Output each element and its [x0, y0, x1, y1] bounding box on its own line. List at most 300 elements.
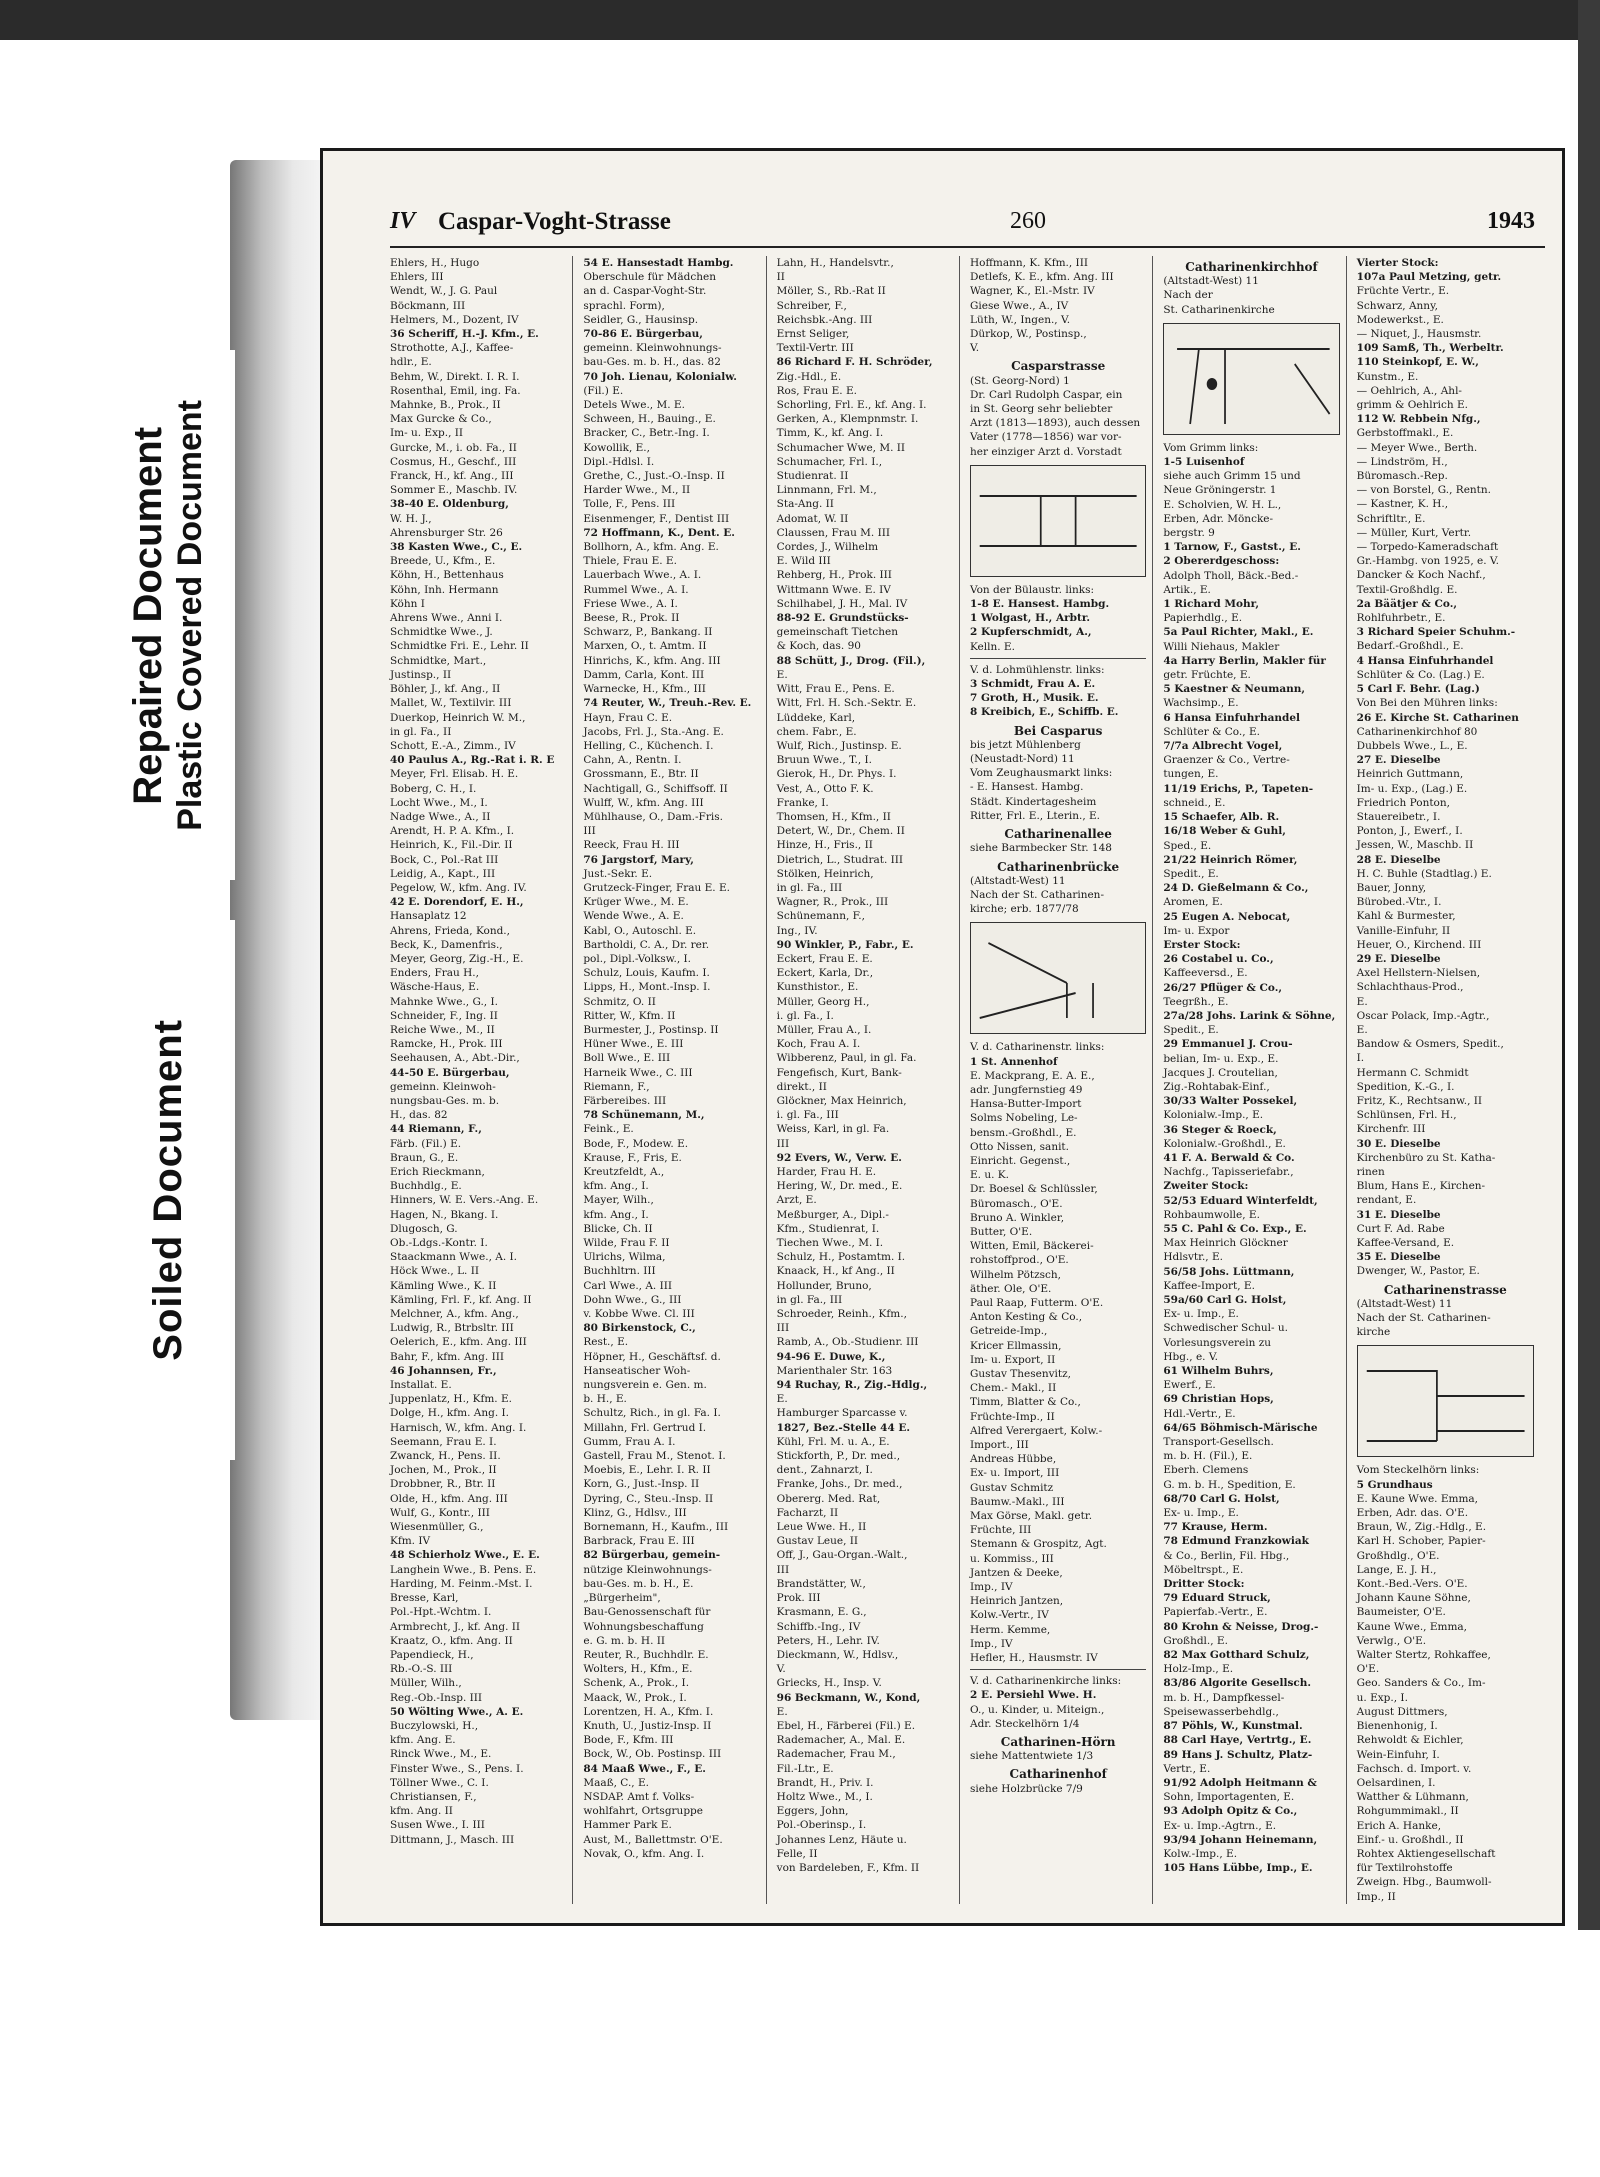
- directory-entry: Rademacher, A., Mal. E.: [776, 1734, 906, 1747]
- directory-entry: 59a/60 Carl G. Holst,: [1163, 1294, 1287, 1306]
- directory-entry: Rohtex Aktiengesellschaft: [1356, 1847, 1496, 1860]
- directory-entry: Breede, U., Kfm., E.: [390, 555, 496, 568]
- directory-entry: Behm, W., Direkt. I. R. I.: [390, 370, 520, 383]
- directory-entry: Franck, H., kf. Ang., III: [390, 470, 514, 483]
- directory-entry: Max Görse, Makl. getr.: [969, 1510, 1093, 1523]
- directory-entry: Griecks, H., Insp. V.: [776, 1677, 882, 1690]
- directory-entry: Arendt, H. P. A. Kfm., I.: [390, 825, 515, 838]
- page-header: [390, 208, 1545, 248]
- directory-entry: Ritter, Frl. E., Lterin., E.: [969, 809, 1101, 822]
- directory-entry: Hanseatischer Woh-: [583, 1364, 691, 1377]
- directory-entry: Kämling, Frl. F., kf. Ang. II: [390, 1293, 532, 1306]
- directory-entry: 16/18 Weber & Guhl,: [1163, 825, 1286, 838]
- directory-entry: Schneider, F., Ing. II: [390, 1009, 498, 1022]
- directory-entry: Papendieck, H.,: [390, 1648, 474, 1661]
- directory-entry: Schorling, Frl. E., kf. Ang. I.: [776, 399, 927, 412]
- directory-entry: für Textilrohstoffe: [1356, 1862, 1453, 1875]
- directory-entry: Mahnke Wwe., G., I.: [390, 995, 498, 1008]
- directory-entry: (Altstadt-West) 11: [1356, 1297, 1453, 1310]
- directory-entry: Jacobs, Frl. J., Sta.-Ang. E.: [583, 725, 724, 738]
- directory-entry: 82 Bürgerbau, gemein-: [583, 1549, 721, 1562]
- directory-entry: - E. Hansest. Hambg.: [969, 781, 1084, 794]
- directory-entry: Witt, Frau E., Pens. E.: [776, 683, 895, 696]
- directory-entry: Bruno A. Winkler,: [969, 1211, 1065, 1224]
- directory-entry: Zweiter Stock:: [1163, 1180, 1249, 1193]
- directory-entry: i. gl. Fa., III: [776, 1109, 839, 1122]
- directory-entry: Bracker, C., Betr.-Ing. I.: [583, 427, 710, 440]
- directory-entry: Kämling Wwe., K. II: [390, 1279, 497, 1292]
- directory-entry: Hüner Wwe., E. III: [583, 1038, 684, 1051]
- directory-entry: Kabl, O., Autoschl. E.: [583, 924, 697, 937]
- directory-entry: Beck, K., Damenfris.,: [390, 938, 503, 951]
- directory-entry: Rohbaumwolle, E.: [1163, 1208, 1260, 1221]
- directory-entry: Schlachthaus-Prod.,: [1356, 981, 1464, 994]
- directory-entry: Hansa-Butter-Import: [969, 1098, 1082, 1111]
- directory-entry: Stölken, Heinrich,: [776, 867, 874, 880]
- directory-entry: 107a Paul Metzing, getr.: [1356, 271, 1502, 284]
- directory-entry: Zwanck, H., Pens. II.: [390, 1450, 501, 1463]
- directory-entry: Jantzen & Deeke,: [969, 1566, 1063, 1579]
- directory-entry: Böhler, J., kf. Ang., II: [390, 683, 501, 696]
- book-binding: [230, 160, 320, 1720]
- directory-entry: siehe Barmbecker Str. 148: [969, 842, 1112, 855]
- directory-entry: Früchte-Imp., II: [969, 1410, 1055, 1423]
- directory-entry: Großhdl., E.: [1163, 1634, 1228, 1647]
- directory-entry: Kolw.-Vertr., IV: [969, 1609, 1049, 1622]
- directory-entry: H., das. 82: [390, 1109, 448, 1122]
- directory-entry: 105 Hans Lübbe, Imp., E.: [1163, 1862, 1313, 1875]
- directory-entry: Langhein Wwe., B. Pens. E.: [390, 1563, 537, 1576]
- directory-entry: Von Bei den Mühren links:: [1356, 697, 1498, 710]
- directory-entry: Teegrßh., E.: [1163, 995, 1229, 1008]
- directory-entry: Cahn, A., Rentn. I.: [583, 754, 682, 767]
- directory-entry: Juppenlatz, H., Kfm. E.: [390, 1393, 512, 1406]
- directory-entry: Schott, E.-A., Zimm., IV: [390, 739, 516, 752]
- directory-entry: Ahrensburger Str. 26: [390, 526, 503, 539]
- directory-entry: Büromasch., O'E.: [969, 1197, 1063, 1210]
- street-heading: Catharinenallee: [1004, 827, 1112, 842]
- directory-entry: Willi Niehaus, Makler: [1163, 640, 1280, 653]
- directory-entry: Möbeltrspt., E.: [1163, 1563, 1244, 1576]
- directory-entry: Hamburger Sparcasse v.: [776, 1407, 908, 1420]
- directory-entry: Detels Wwe., M. E.: [583, 399, 685, 412]
- directory-entry: Enders, Frau H.,: [390, 967, 479, 980]
- directory-entry: nungsverein e. Gen. m.: [583, 1379, 707, 1392]
- directory-entry: Cosmus, H., Geschf., III: [390, 455, 517, 468]
- directory-entry: Papierhdlg., E.: [1163, 612, 1243, 625]
- directory-entry: Einricht. Gegenst.,: [969, 1154, 1071, 1167]
- directory-entry: III: [776, 1563, 790, 1576]
- directory-entry: kirche: [1356, 1326, 1391, 1339]
- street-heading: Catharinenstrasse: [1383, 1282, 1507, 1297]
- directory-entry: Großhdlg., O'E.: [1356, 1549, 1440, 1562]
- directory-entry: Schultz, Rich., in gl. Fa. I.: [583, 1407, 721, 1420]
- directory-entry: Linnmann, Frl. M.,: [776, 484, 877, 497]
- directory-entry: Geo. Sanders & Co., Im-: [1356, 1677, 1486, 1690]
- directory-entry: Blum, Hans E., Kirchen-: [1356, 1180, 1486, 1193]
- directory-entry: Ex- u. Imp.-Agtrn., E.: [1163, 1819, 1277, 1832]
- directory-entry: Hinze, H., Fris., II: [776, 839, 873, 852]
- directory-entry: 5 Carl F. Behr. (Lag.): [1356, 683, 1480, 696]
- directory-entry: 41 F. A. Berwald & Co.: [1163, 1151, 1295, 1164]
- directory-entry: Felle, II: [776, 1847, 818, 1860]
- directory-entry: Gerbstoffmakl., E.: [1356, 427, 1454, 440]
- directory-entry: Weiss, Karl, in gl. Fa.: [776, 1123, 890, 1136]
- directory-entry: V.: [776, 1663, 786, 1676]
- directory-entry: III: [776, 1322, 790, 1335]
- directory-entry: Oelerich, E., kfm. Ang. III: [390, 1336, 527, 1349]
- page-title: Caspar-Voght-Strasse: [438, 208, 671, 235]
- directory-entry: Kaffee-Import, E.: [1163, 1279, 1255, 1292]
- directory-entry: Wolters, H., Kfm., E.: [583, 1663, 693, 1676]
- directory-entry: Dittmann, J., Masch. III: [390, 1833, 515, 1846]
- directory-entry: Imp., II: [1356, 1890, 1396, 1903]
- directory-entry: Vierter Stock:: [1356, 257, 1439, 269]
- directory-entry: Meyer, Georg, Zig.-H., E.: [390, 952, 524, 965]
- directory-entry: Rest., E.: [583, 1336, 629, 1349]
- directory-entry: Dubbels Wwe., L., E.: [1356, 739, 1468, 752]
- directory-entry: 1 Tarnow, F., Gastst., E.: [1163, 541, 1301, 554]
- directory-entry: Heinrich Jantzen,: [969, 1595, 1064, 1608]
- directory-entry: Ritter, W., Kfm. II: [583, 1009, 676, 1022]
- directory-entry: — von Borstel, G., Rentn.: [1356, 484, 1491, 497]
- directory-entry: Schumacher Wwe, M. II: [776, 441, 906, 454]
- directory-entry: Ex- u. Import, III: [969, 1467, 1060, 1480]
- directory-entry: Tolle, F., Pens. III: [583, 498, 676, 511]
- directory-entry: Bock, W., Ob. Postinsp. III: [583, 1748, 722, 1761]
- directory-entry: Ahrens, Frieda, Kond.,: [390, 924, 510, 937]
- directory-entry: rinen: [1356, 1166, 1385, 1178]
- directory-entry: 55 C. Pahl & Co. Exp., E.: [1163, 1222, 1307, 1235]
- directory-entry: 70 Joh. Lienau, Kolonialw.: [583, 370, 737, 383]
- directory-entry: Buczylowski, H.,: [390, 1719, 479, 1732]
- directory-entry: Wittmann Wwe. E. IV: [776, 583, 891, 596]
- directory-entry: Strothotte, A.J., Kaffee-: [390, 342, 514, 355]
- directory-entry: Peters, H., Lehr. IV.: [776, 1634, 880, 1647]
- directory-entry: 31 E. Dieselbe: [1356, 1208, 1441, 1221]
- directory-entry: E.: [1356, 1023, 1368, 1036]
- street-map: [1357, 1345, 1534, 1457]
- directory-entry: Kelln. E.: [969, 640, 1015, 653]
- directory-entry: pol., Dipl.-Volksw., I.: [583, 952, 692, 965]
- directory-entry: Detert, W., Dr., Chem. II: [776, 825, 905, 838]
- directory-entry: Dyring, C., Steu.-Insp. II: [583, 1492, 714, 1505]
- directory-entry: — Kastner, K. H.,: [1356, 498, 1449, 511]
- directory-entry: Dwenger, W., Pastor, E.: [1356, 1265, 1480, 1278]
- directory-entry: 15 Schaefer, Alb. R.: [1163, 811, 1280, 824]
- directory-entry: Hinrichs, K., kfm. Ang. III: [583, 654, 721, 667]
- directory-entry: 25 Eugen A. Nebocat,: [1163, 910, 1291, 923]
- directory-entry: Im- u. Exp., (Lag.) E.: [1356, 782, 1468, 795]
- directory-entry: Nadge Wwe., A., II: [390, 810, 491, 823]
- directory-entry: Reeck, Frau H. III: [583, 839, 680, 852]
- directory-entry: Früchte, III: [969, 1524, 1032, 1537]
- directory-entry: Kühl, Frl. M. u. A., E.: [776, 1435, 890, 1448]
- directory-entry: Vom Zeughausmarkt links:: [969, 767, 1113, 780]
- directory-entry: 1-8 E. Hansest. Hambg.: [969, 598, 1110, 611]
- directory-entry: Fritz, K., Rechtsanw., II: [1356, 1094, 1483, 1107]
- directory-entry: wohlfahrt, Ortsgruppe: [583, 1805, 703, 1818]
- directory-entry: Dolge, H., kfm. Ang. I.: [390, 1407, 509, 1420]
- directory-entry: Hagen, N., Bkang. I.: [390, 1208, 499, 1221]
- directory-entry: Vater (1778—1856) war vor-: [969, 431, 1122, 444]
- directory-entry: Maaß, C., E.: [583, 1776, 649, 1789]
- directory-entry: Curt F. Ad. Rabe: [1356, 1222, 1445, 1235]
- directory-entry: Meßburger, A., Dipl.-: [776, 1208, 889, 1221]
- directory-entry: Rademacher, Frau M.,: [776, 1748, 896, 1761]
- directory-entry: 26/27 Pflüger & Co.,: [1163, 981, 1283, 994]
- directory-entry: Karl H. Schober, Papier-: [1356, 1535, 1486, 1548]
- directory-entry: bau-Ges. m. b. H., das. 82: [583, 356, 721, 369]
- directory-entry: Watther & Lühmann,: [1356, 1791, 1469, 1804]
- directory-entry: Wulff, W., kfm. Ang. III: [583, 796, 704, 809]
- directory-entry: 109 Samß, Th., Werbeltr.: [1356, 342, 1504, 355]
- directory-entry: 50 Wölting Wwe., A. E.: [390, 1705, 524, 1718]
- directory-entry: Schenk, A., Prok., I.: [583, 1677, 690, 1690]
- directory-entry: Jochen, M., Prok., II: [390, 1464, 497, 1477]
- directory-entry: Färb. (Fil.) E.: [390, 1137, 462, 1150]
- directory-entry: Höpner, H., Geschäftsf. d.: [583, 1350, 721, 1363]
- directory-entry: Gustav Thesenvitz,: [969, 1367, 1071, 1380]
- directory-entry: O'E.: [1356, 1663, 1380, 1676]
- directory-entry: 61 Wilhelm Buhrs,: [1163, 1365, 1274, 1378]
- directory-entry: 38 Kasten Wwe., C., E.: [390, 541, 523, 554]
- directory-entry: Installat. E.: [390, 1379, 452, 1392]
- directory-entry: E.: [776, 668, 788, 681]
- directory-entry: Nach der: [1163, 289, 1213, 302]
- directory-entry: Otto Nissen, sanit.: [969, 1140, 1069, 1153]
- directory-entry: Novak, O., kfm. Ang. I.: [583, 1847, 705, 1860]
- directory-entry: Herm. Kemme,: [969, 1623, 1051, 1636]
- directory-entry: b. H., E.: [583, 1393, 627, 1406]
- columns-container: [390, 256, 1540, 1903]
- directory-entry: 44 Riemann, F.,: [390, 1123, 482, 1136]
- directory-entry: Lorentzen, H. A., Kfm. I.: [583, 1705, 714, 1718]
- directory-entry: — Meyer Wwe., Berth.: [1356, 441, 1478, 454]
- directory-entry: 70-86 E. Bürgerbau,: [583, 328, 703, 341]
- directory-entry: Hinners, W. E. Vers.-Ang. E.: [390, 1194, 539, 1207]
- directory-entry: i. gl. Fa., I.: [776, 1009, 834, 1022]
- street-heading: Casparstrasse: [1011, 359, 1106, 374]
- directory-entry: Kirchenfr. III: [1356, 1123, 1426, 1136]
- directory-entry: Walter Stertz, Rohkaffee,: [1356, 1649, 1491, 1662]
- directory-entry: Harding, M. Feinm.-Mst. I.: [390, 1577, 533, 1590]
- directory-entry: 52/53 Eduard Winterfeldt,: [1163, 1194, 1318, 1207]
- directory-entry: Cordes, J., Wilhelm: [776, 541, 879, 554]
- directory-entry: 78 Schünemann, M.,: [583, 1109, 705, 1122]
- directory-entry: Hermann C. Schmidt: [1356, 1066, 1469, 1079]
- directory-entry: Eckert, Karla, Dr.,: [776, 967, 874, 980]
- directory-entry: 5 Kaestner & Neumann,: [1163, 683, 1306, 696]
- directory-entry: Eggers, John,: [776, 1805, 849, 1818]
- directory-entry: Lüth, W., Ingen., V.: [969, 313, 1071, 326]
- directory-entry: — Torpedo-Kameradschaft: [1356, 541, 1499, 554]
- directory-entry: Ramcke, H., Prok. III: [390, 1038, 503, 1051]
- directory-entry: Studienrat. II: [776, 470, 849, 483]
- directory-entry: V. d. Catharinenstr. links:: [969, 1041, 1105, 1054]
- directory-entry: Harder, Frau H. E.: [776, 1166, 877, 1178]
- soiled-label: [100, 920, 235, 1460]
- directory-entry: 2 E. Persiehl Wwe. H.: [969, 1689, 1097, 1702]
- directory-entry: Im- u. Export, II: [969, 1353, 1056, 1366]
- directory-entry: 64/65 Böhmisch-Märische: [1163, 1421, 1318, 1434]
- directory-entry: 83/86 Algorite Gesellsch.: [1163, 1677, 1312, 1690]
- directory-entry: 11/19 Erichs, P., Tapeten-: [1163, 782, 1314, 795]
- directory-entry: Hoffmann, K. Kfm., III: [969, 257, 1089, 269]
- directory-entry: Gr.-Hambg. von 1925, e. V.: [1356, 555, 1500, 568]
- directory-entry: Lüddeke, Karl,: [776, 711, 856, 724]
- directory-entry: 27a/28 Johs. Larink & Söhne,: [1163, 1009, 1336, 1022]
- directory-entry: in St. Georg sehr beliebter: [969, 403, 1113, 416]
- directory-entry: Eberh. Clemens: [1163, 1464, 1249, 1477]
- directory-entry: Färbereibes. III: [583, 1094, 667, 1107]
- directory-entry: Wulf, G., Kontr., III: [390, 1506, 490, 1519]
- directory-entry: 3 Schmidt, Frau A. E.: [969, 678, 1096, 691]
- directory-entry: Hammer Park E.: [583, 1819, 672, 1832]
- directory-entry: Knuth, U., Justiz-Insp. II: [583, 1719, 712, 1732]
- directory-entry: Erich A. Hanke,: [1356, 1819, 1442, 1832]
- directory-entry: Hering, W., Dr. med., E.: [776, 1180, 903, 1193]
- directory-entry: Kolonialw.-Imp., E.: [1163, 1109, 1264, 1122]
- directory-entry: 28 E. Dieselbe: [1356, 853, 1441, 866]
- directory-entry: siehe Mattentwiete 1/3: [969, 1750, 1094, 1763]
- directory-entry: 8 Kreibich, E., Schiffb. E.: [969, 706, 1119, 719]
- directory-entry: 87 Pöhls, W., Kunstmal.: [1163, 1720, 1303, 1733]
- directory-entry: Bock, C., Pol.-Rat III: [390, 853, 499, 866]
- directory-entry: Damm, Carla, Kont. III: [583, 668, 705, 681]
- directory-entry: (St. Georg-Nord) 1: [969, 374, 1070, 387]
- directory-entry: her einziger Arzt d. Vorstadt: [969, 445, 1122, 458]
- directory-entry: Finster Wwe., S., Pens. I.: [390, 1762, 524, 1775]
- directory-entry: Reiche Wwe., M., II: [390, 1023, 495, 1036]
- section-divider: [970, 658, 1146, 659]
- directory-entry: 29 E. Dieselbe: [1356, 952, 1441, 965]
- directory-entry: Gierok, H., Dr. Phys. I.: [776, 768, 897, 781]
- directory-entry: Moebis, E., Lehr. I. R. II: [583, 1464, 711, 1477]
- directory-entry: gemeinschaft Tietchen: [776, 626, 899, 639]
- directory-entry: Holz-Imp., E.: [1163, 1663, 1234, 1676]
- directory-entry: Dr. Boesel & Schlüssler,: [969, 1183, 1098, 1196]
- directory-entry: V.: [969, 342, 980, 355]
- repaired-label: [100, 350, 235, 880]
- directory-entry: 68/70 Carl G. Holst,: [1163, 1492, 1280, 1505]
- directory-entry: Wachsimp., E.: [1163, 697, 1239, 710]
- directory-entry: Maack, W., Prok., I.: [583, 1691, 687, 1704]
- directory-entry: Kricer Ellmassin,: [969, 1339, 1062, 1352]
- directory-entry: Rosenthal, Emil, ing. Fa.: [390, 384, 521, 397]
- directory-entry: G. m. b. H., Spedition, E.: [1163, 1478, 1296, 1491]
- directory-entry: Müller, Wilh.,: [390, 1677, 462, 1690]
- directory-entry: Dlugosch, G.: [390, 1222, 458, 1235]
- directory-entry: Spedition, K.-G., I.: [1356, 1080, 1455, 1093]
- directory-entry: Schulz, Louis, Kaufm. I.: [583, 967, 710, 980]
- directory-entry: Schilhabel, J. H., Mal. IV: [776, 597, 908, 610]
- directory-entry: 2 Obererdgeschoss:: [1163, 555, 1280, 568]
- directory-entry: bergstr. 9: [1163, 527, 1215, 540]
- directory-entry: Heinrich Guttmann,: [1356, 768, 1464, 781]
- directory-entry: Oberschule für Mädchen: [583, 271, 716, 284]
- directory-entry: Beese, R., Prok. II: [583, 612, 680, 625]
- directory-entry: Olde, H., kfm. Ang. III: [390, 1492, 508, 1505]
- directory-entry: Adomat, W. II: [776, 512, 849, 525]
- directory-entry: Getreide-Imp.,: [969, 1325, 1048, 1338]
- directory-entry: Adr. Steckelhörn 1/4: [969, 1717, 1080, 1730]
- directory-entry: u. Kommiss., III: [969, 1552, 1054, 1565]
- directory-entry: 92 Evers, W., Verw. E.: [776, 1151, 902, 1164]
- directory-entry: 6 Hansa Einfuhrhandel: [1163, 711, 1301, 724]
- directory-entry: Gastell, Frau M., Stenot. I.: [583, 1450, 726, 1463]
- directory-entry: Krasmann, E. G.,: [776, 1606, 867, 1619]
- directory-entry: Marienthaler Str. 163: [776, 1364, 893, 1377]
- directory-entry: 7 Groth, H., Musik. E.: [969, 692, 1099, 705]
- header-rule: [390, 246, 1545, 248]
- directory-entry: 112 W. Rebbein Nfg.,: [1356, 413, 1481, 426]
- directory-entry: Max Gurcke & Co.,: [390, 413, 492, 426]
- section-divider: [970, 1669, 1146, 1670]
- directory-entry: Riemann, F.,: [583, 1080, 650, 1093]
- directory-entry: Thomsen, H., Kfm., II: [776, 810, 891, 823]
- directory-entry: Bartholdi, C. A., Dr. rer.: [583, 938, 710, 951]
- directory-entry: Warnecke, H., Kfm., III: [583, 683, 706, 696]
- directory-entry: Ex- u. Imp., E.: [1163, 1507, 1239, 1520]
- directory-entry: Arzt (1813—1893), auch dessen: [969, 417, 1141, 430]
- directory-entry: 79 Eduard Struck,: [1163, 1592, 1271, 1605]
- directory-entry: Adolph Tholl, Bäck.-Bed.-: [1163, 569, 1299, 582]
- scan-border-top: [0, 0, 1600, 40]
- directory-entry: Seidler, G., Hausinsp.: [583, 313, 699, 326]
- directory-entry: 96 Beckmann, W., Kond,: [776, 1691, 921, 1704]
- directory-entry: Dritter Stock:: [1163, 1578, 1245, 1591]
- directory-entry: 89 Hans J. Schultz, Platz-: [1163, 1748, 1313, 1761]
- directory-entry: Schriftltr., E.: [1356, 512, 1426, 525]
- directory-entry: 93/94 Johann Heinemann,: [1163, 1833, 1318, 1846]
- directory-entry: Seemann, Frau E. I.: [390, 1435, 497, 1448]
- directory-entry: Off, J., Gau-Organ.-Walt.,: [776, 1549, 908, 1562]
- directory-entry: Hdl.-Vertr., E.: [1163, 1407, 1236, 1420]
- directory-entry: siehe auch Grimm 15 und: [1163, 470, 1301, 483]
- directory-entry: Claussen, Frau M. III: [776, 526, 891, 539]
- directory-entry: 84 Maaß Wwe., F., E.: [583, 1762, 706, 1775]
- directory-entry: Ponton, J., Ewerf., I.: [1356, 825, 1463, 838]
- directory-entry: E. Kaune Wwe. Emma,: [1356, 1492, 1479, 1505]
- directory-entry: Artik., E.: [1163, 583, 1211, 596]
- directory-entry: 54 E. Hansestadt Hambg.: [583, 257, 734, 269]
- directory-entry: Hefler, H., Hausmstr. IV: [969, 1652, 1098, 1665]
- directory-entry: Boll Wwe., E. III: [583, 1052, 671, 1065]
- directory-page: [320, 148, 1565, 1926]
- directory-entry: kfm. Ang. II: [390, 1805, 453, 1818]
- directory-entry: 21/22 Heinrich Römer,: [1163, 853, 1298, 866]
- directory-entry: Schmidtke Fri. E., Lehr. II: [390, 640, 529, 653]
- directory-entry: „Bürgerheim",: [583, 1592, 661, 1605]
- directory-entry: Barbrack, Frau E. III: [583, 1535, 695, 1548]
- directory-entry: Im- u. Expor: [1163, 924, 1230, 937]
- directory-entry: 1 Wolgast, H., Arbtr.: [969, 612, 1091, 625]
- directory-entry: Feink., E.: [583, 1123, 634, 1136]
- directory-entry: Leue Wwe. H., II: [776, 1521, 867, 1534]
- directory-entry: grimm & Oehlrich E.: [1356, 399, 1468, 412]
- directory-entry: chem. Fabr., E.: [776, 725, 857, 738]
- directory-entry: Detlefs, K. E., kfm. Ang. III: [969, 271, 1114, 284]
- directory-entry: Vom Steckelhörn links:: [1356, 1464, 1480, 1477]
- directory-entry: Mühlhause, O., Dam.-Fris.: [583, 810, 723, 823]
- directory-entry: 30/33 Walter Possekel,: [1163, 1095, 1298, 1108]
- directory-entry: W. H. J.,: [390, 512, 432, 525]
- directory-entry: tungen, E.: [1163, 768, 1219, 781]
- directory-entry: Verwlg., O'E.: [1356, 1634, 1427, 1647]
- column-1: [390, 256, 573, 1904]
- directory-entry: 76 Jargstorf, Mary,: [583, 853, 694, 866]
